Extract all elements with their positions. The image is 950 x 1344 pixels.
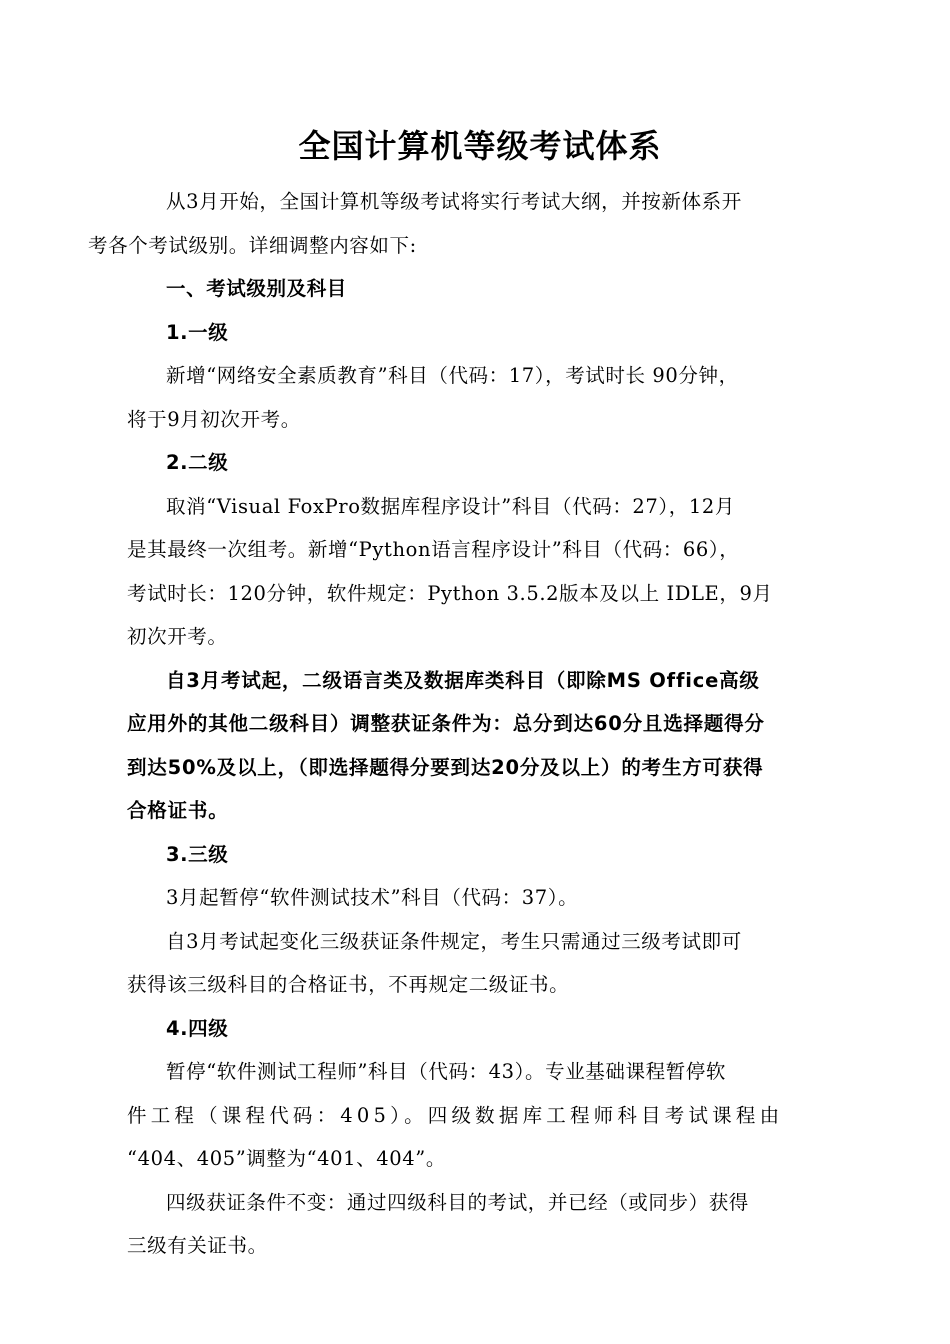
- level1-paragraph: [127, 354, 833, 441]
- level2-heading: 2.二级: [166, 451, 229, 474]
- text-line: “404、405”调整为“401、404”。: [127, 1147, 446, 1170]
- text-line: 将于9月初次开考。: [127, 407, 301, 431]
- level3-heading: 3.三级: [166, 842, 229, 866]
- text-line: 暂停“软件测试工程师”科目（代码：43）。专业基础课程暂停软: [166, 1060, 727, 1083]
- text-line: 件工程（课程代码：405）。四级数据库工程师科目考试课程由: [127, 1103, 784, 1127]
- level2-bold-paragraph: [127, 659, 833, 833]
- text-line: 从3月开始，全国计算机等级考试将实行考试大纲，并按新体系开: [166, 190, 742, 213]
- text-line: 三级有关证书。: [127, 1234, 268, 1257]
- text-line: 到达50%及以上，（即选择题得分要到达20分及以上）的考生方可获得: [127, 755, 764, 779]
- text-line: 自3月考试起变化三级获证条件规定，考生只需通过三级考试即可: [166, 929, 742, 953]
- text-line: 合格证书。: [127, 799, 229, 822]
- level4-paragraph-1: [127, 1050, 833, 1181]
- level3-paragraph-1: [127, 876, 833, 920]
- text-line: 初次开考。: [127, 625, 228, 648]
- document-page: [88, 118, 833, 1268]
- text-line: 考试时长：120分钟，软件规定：Python 3.5.2版本及以上 IDLE，9月: [127, 581, 773, 605]
- level4-paragraph-2: [127, 1181, 833, 1268]
- text-line: 取消“Visual FoxPro数据库程序设计”科目（代码：27），12月: [166, 494, 735, 518]
- document-title: 全国计算机等级考试体系: [298, 127, 662, 165]
- level3-paragraph-2: [127, 920, 833, 1007]
- text-line: 获得该三级科目的合格证书，不再规定二级证书。: [127, 973, 570, 996]
- text-line: 是其最终一次组考。新增“Python语言程序设计”科目（代码：66），: [127, 538, 740, 561]
- text-line: 四级获证条件不变：通过四级科目的考试，并已经（或同步）获得: [166, 1190, 749, 1214]
- level1-heading: 1.一级: [166, 320, 229, 344]
- text-line: 新增“网络安全素质教育”科目（代码：17），考试时长 90分钟，: [166, 364, 739, 387]
- intro-paragraph: [88, 180, 833, 267]
- text-line: 自3月考试起，二级语言类及数据库类科目（即除MS Office高级: [166, 668, 760, 692]
- section-heading: 一、考试级别及科目: [166, 277, 347, 300]
- text-line: 应用外的其他二级科目）调整获证条件为：总分到达60分且选择题得分: [127, 712, 765, 735]
- level2-paragraph: [127, 485, 833, 659]
- text-line: 考各个考试级别。详细调整内容如下:: [88, 233, 417, 257]
- text-line: 3月起暂停“软件测试技术”科目（代码：37）。: [166, 886, 579, 909]
- level4-heading: 4.四级: [166, 1016, 229, 1040]
